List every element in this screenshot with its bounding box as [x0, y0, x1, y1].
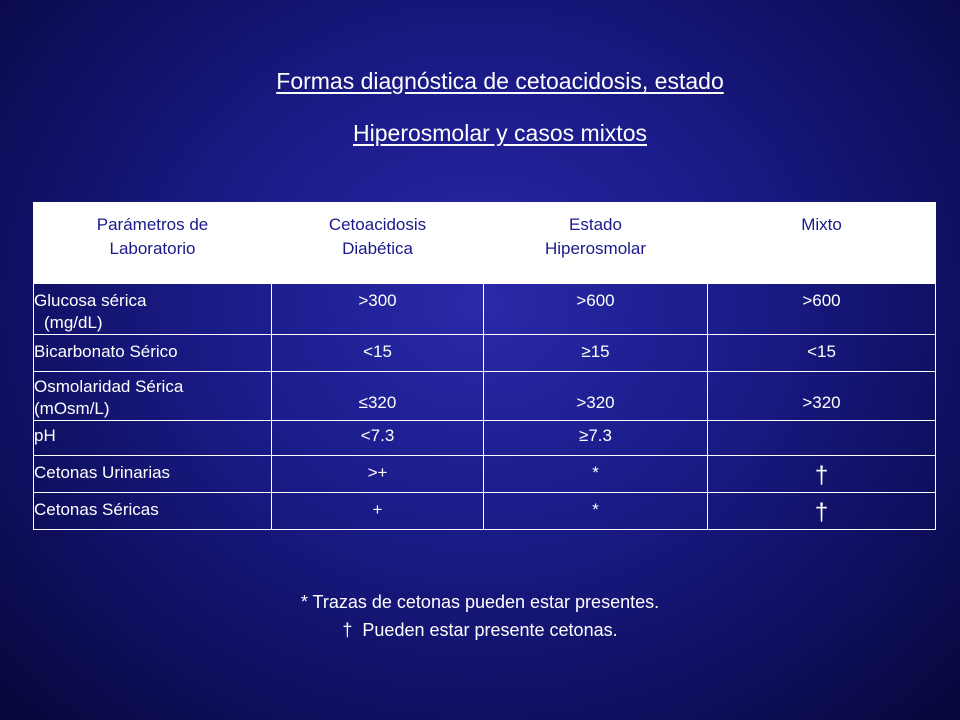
cell-hhs: ≥7.3 [484, 421, 708, 456]
slide-title-line2: Hiperosmolar y casos mixtos [353, 120, 647, 146]
cell-dka: >+ [272, 456, 484, 493]
header-dka: Cetoacidosis Diabética [272, 203, 484, 284]
table-row [34, 335, 936, 372]
table-header-row [34, 203, 936, 284]
cell-hhs: >320 [484, 372, 708, 421]
row-param-label: Cetonas Séricas [34, 493, 272, 530]
table-row [34, 456, 936, 493]
cell-hhs: >600 [484, 284, 708, 335]
cell-hhs: ≥15 [484, 335, 708, 372]
row-param-label: Bicarbonato Sérico [34, 335, 272, 372]
cell-dka: <15 [272, 335, 484, 372]
row-param-label: pH [34, 421, 272, 456]
cell-mixed [708, 493, 936, 530]
row-param-label: Osmolaridad Sérica (mOsm/L) [34, 372, 272, 421]
cell-dka: + [272, 493, 484, 530]
cell-dka: >300 [272, 284, 484, 335]
cell-mixed: <15 [708, 335, 936, 372]
cell-dka: <7.3 [272, 421, 484, 456]
cell-mixed [708, 421, 936, 456]
cell-hhs: * [484, 493, 708, 530]
cell-dka: ≤320 [272, 372, 484, 421]
cell-mixed: >320 [708, 372, 936, 421]
row-param-label: Glucosa sérica (mg/dL) [34, 284, 272, 335]
header-mixed: Mixto [708, 203, 936, 284]
lab-parameters-table [33, 202, 936, 530]
table-row [34, 421, 936, 456]
table-row [34, 372, 936, 421]
footnote-dagger: † Pueden estar presente cetonas. [342, 620, 618, 640]
dagger-symbol: † [814, 462, 829, 489]
cell-mixed: >600 [708, 284, 936, 335]
cell-mixed [708, 456, 936, 493]
header-parameters: Parámetros de Laboratorio [34, 203, 272, 284]
cell-hhs: * [484, 456, 708, 493]
header-hhs: Estado Hiperosmolar [484, 203, 708, 284]
footnote-asterisk: * Trazas de cetonas pueden estar presentes. [300, 592, 660, 612]
table-row [34, 284, 936, 335]
table-row [34, 493, 936, 530]
slide-title-line1: Formas diagnóstica de cetoacidosis, estado [276, 68, 724, 94]
row-param-label: Cetonas Urinarias [34, 456, 272, 493]
dagger-symbol: † [814, 499, 829, 526]
